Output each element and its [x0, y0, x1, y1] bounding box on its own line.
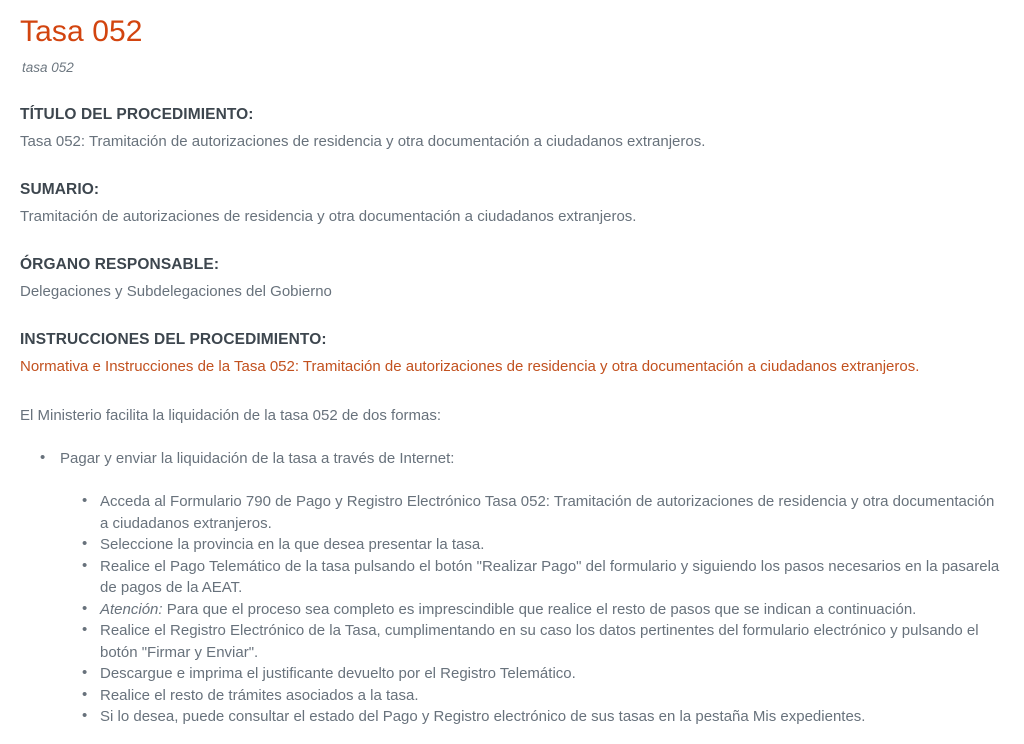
section-heading-organo: ÓRGANO RESPONSABLE: [20, 256, 220, 273]
list-item [82, 491, 1010, 534]
section-heading-sumario: SUMARIO: [20, 181, 100, 198]
list-item [82, 685, 1010, 707]
intro-paragraph: El Ministerio facilita la liquidación de la tasa 052 de dos formas: [20, 407, 442, 424]
list-item-label: Para que el proceso sea completo es imprescindible que realice el resto de pasos que se indican a continuación. [162, 600, 917, 618]
list-item-label: Si lo desea, puede consultar el estado del Pago y Registro electrónico de sus tasas en la pestaña Mis expedientes. [100, 708, 866, 725]
section-sumario [20, 180, 1010, 227]
section-titulo-del-procedimiento [20, 105, 1010, 152]
list-item-label: Realice el resto de trámites asociados a la tasa. [100, 686, 419, 704]
page-title: Tasa 052 [20, 15, 143, 48]
list-item-lead: Atención: [100, 600, 163, 618]
procedure-sublist [60, 491, 1010, 728]
list-item [40, 448, 1010, 728]
page-subtitle: tasa 052 [22, 60, 74, 75]
section-heading-titulo: TÍTULO DEL PROCEDIMIENTO: [20, 106, 254, 123]
section-body-organo: Delegaciones y Subdelegaciones del Gobierno [20, 283, 332, 300]
list-item-label: Acceda al Formulario 790 de Pago y Registro Electrónico Tasa 052: Tramitación de autorizaciones de residencia y otra documentación a ciudadanos extranjeros. [100, 493, 995, 532]
list-item-label: Descargue e imprima el justificante devuelto por el Registro Telemático. [100, 665, 576, 682]
normativa-instrucciones-link[interactable]: Normativa e Instrucciones de la Tasa 052: Tramitación de autorizaciones de residencia y otra documentación a ciudadanos extranjeros. [20, 358, 920, 375]
list-item [82, 663, 1010, 685]
list-item-label: Realice el Pago Telemático de la tasa pulsando el botón "Realizar Pago" del formulario y siguiendo los pasos necesarios en la pasarela de pagos de la AEAT. [100, 557, 1000, 596]
section-organo-responsable [20, 255, 1010, 302]
section-body-titulo: Tasa 052: Tramitación de autorizaciones de residencia y otra documentación a ciudadanos extranjeros. [20, 133, 706, 150]
list-item-label: Pagar y enviar la liquidación de la tasa a través de Internet: [60, 450, 455, 467]
list-item [82, 599, 1010, 621]
list-item [82, 534, 1010, 556]
section-heading-instrucciones: INSTRUCCIONES DEL PROCEDIMIENTO: [20, 331, 327, 348]
section-instrucciones-del-procedimiento [20, 330, 1010, 377]
list-item [82, 620, 1010, 663]
procedure-list [20, 448, 1010, 728]
list-item [82, 556, 1010, 599]
list-item-label: Realice el Registro Electrónico de la Tasa, cumplimentando en su caso los datos pertinentes del formulario electrónico y pulsando el botón "Firmar y Enviar". [100, 622, 979, 661]
section-body-sumario: Tramitación de autorizaciones de residencia y otra documentación a ciudadanos extranjeros. [20, 208, 637, 225]
list-item [82, 706, 1010, 728]
list-item-label: Seleccione la provincia en la que desea presentar la tasa. [100, 536, 485, 553]
